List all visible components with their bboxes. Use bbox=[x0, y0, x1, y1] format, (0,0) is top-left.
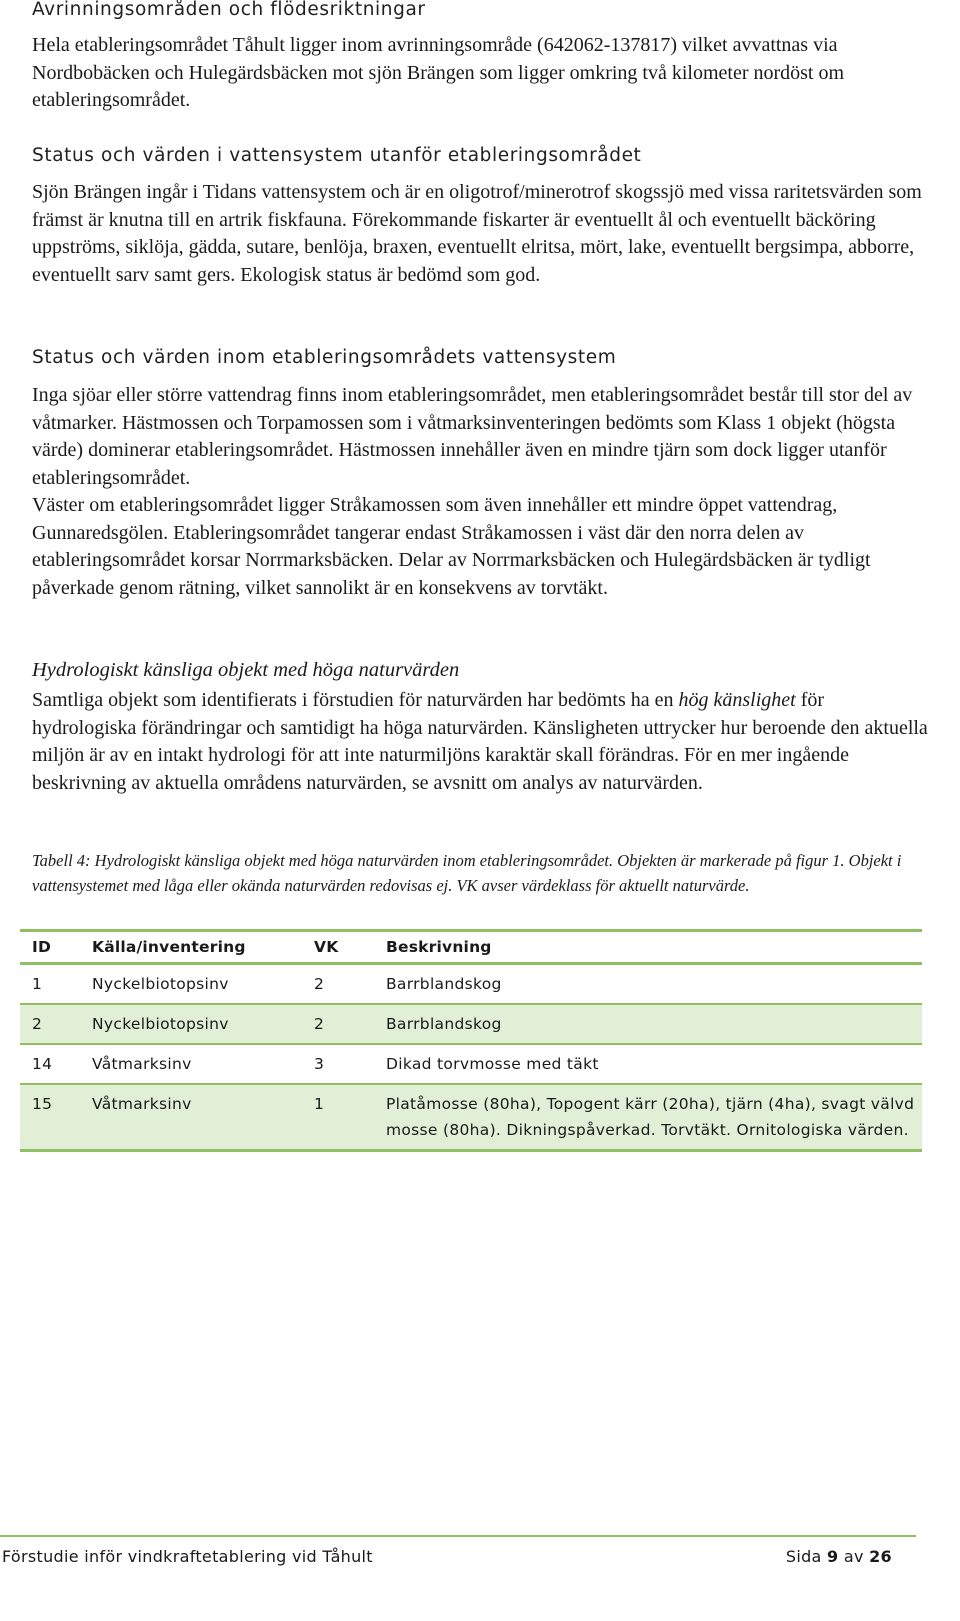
footer-divider bbox=[0, 1535, 916, 1537]
paragraph-utanfor: Sjön Brängen ingår i Tidans vattensystem och är en oligotrof/minerotrof skogssjö med vissa raritetsvärden som främst är knutna till en artrik fiskfauna. Förekommande fiskarter är eventuellt ål och eventuellt bäcköring uppströms, siklöja, gädda, sutare, benlöja, braxen, eventuellt elritsa, mört, lake, eventuellt bergsimpa, abborre, eventuellt sarv samt gers. Ekologisk status är bedömd som god. bbox=[32, 181, 922, 286]
cell-vk: 3 bbox=[302, 1044, 374, 1084]
cell-vk: 2 bbox=[302, 964, 374, 1005]
paragraph-hydro bbox=[32, 687, 932, 797]
column-header-source: Källa/inventering bbox=[80, 931, 302, 964]
cell-source: Nyckelbiotopsinv bbox=[80, 1004, 302, 1044]
table-row bbox=[20, 964, 922, 1005]
paragraph-inom-1: Inga sjöar eller större vattendrag finns inom etableringsområdet, men etableringsområdet består till stor del av våtmarker. Hästmossen och Torpamossen som i våtmarksinventeringen bedömts som Klass 1 objekt (högsta värde) dominerar etableringsområdet. Hästmossen innehåller även en mindre tjärn som dock ligger utanför etableringsområdet. bbox=[32, 384, 913, 489]
column-header-description: Beskrivning bbox=[374, 931, 922, 964]
cell-id: 14 bbox=[20, 1044, 80, 1084]
footer-page-label: Sida bbox=[785, 1547, 822, 1566]
paragraph-hydro-emphasis: hög känslighet bbox=[678, 689, 796, 711]
cell-id: 15 bbox=[20, 1084, 80, 1151]
section-heading-inom: Status och värden inom etableringsområdets vattensystem bbox=[32, 347, 617, 368]
paragraph-hydro-part-b: för hydrologiska förändringar och samtidigt ha höga naturvärden. Känsligheten uttrycker hur beroende den aktuella miljön är av en intakt hydrologi för att inte naturmiljöns karaktär skall förändras. För en mer ingående beskrivning av aktuella områdens naturvärden, se avsnitt om analys av naturvärden. bbox=[32, 689, 928, 794]
cell-description: Dikad torvmosse med täkt bbox=[374, 1044, 922, 1084]
cell-id: 1 bbox=[20, 964, 80, 1005]
cell-description: Barrblandskog bbox=[374, 1004, 922, 1044]
paragraph-inom-2: Väster om etableringsområdet ligger Stråkamossen som även innehåller ett mindre öppet vattendrag, Gunnaredsgölen. Etableringsområdet tangerar endast Stråkamossen i väst där den norra delen av etableringsområdet korsar Norrmarksbäcken. Delar av Norrmarksbäcken och Hulegärdsbäcken är tydligt påverkade genom rätning, vilket sannolikt är en konsekvens av torvtäkt. bbox=[32, 494, 871, 599]
objects-table bbox=[20, 929, 922, 1152]
paragraph-hydro-part-a: Samtliga objekt som identifierats i förstudien för naturvärden har bedömts ha en bbox=[32, 689, 679, 711]
cell-vk: 1 bbox=[302, 1084, 374, 1151]
cell-source: Våtmarksinv bbox=[80, 1044, 302, 1084]
section-heading-hydro: Hydrologiskt känsliga objekt med höga naturvärden bbox=[32, 659, 460, 681]
footer-page-number bbox=[786, 1547, 892, 1566]
footer-current-page: 9 bbox=[827, 1547, 839, 1566]
cell-source: Våtmarksinv bbox=[80, 1084, 302, 1151]
paragraph-avrinning: Hela etableringsområdet Tåhult ligger inom avrinningsområde (642062-137817) vilket avvattnas via Nordbobäcken och Hulegärdsbäcken mot sjön Brängen som ligger omkring två kilometer nordöst om etableringsområdet. bbox=[32, 34, 845, 111]
table-row bbox=[20, 1004, 922, 1044]
cell-description: Platåmosse (80ha), Topogent kärr (20ha), tjärn (4ha), svagt välvd mosse (80ha). Dikningspåverkad. Torvtäkt. Ornitologiska värden. bbox=[374, 1084, 922, 1151]
table-row bbox=[20, 1084, 922, 1151]
footer-document-title: Förstudie inför vindkraftetablering vid Tåhult bbox=[2, 1547, 373, 1566]
column-header-vk: VK bbox=[302, 931, 374, 964]
section-heading-utanfor: Status och värden i vattensystem utanför etableringsområdet bbox=[32, 145, 642, 166]
section-heading-avrinning: Avrinningsområden och flödesriktningar bbox=[32, 0, 426, 20]
table-caption: Tabell 4: Hydrologiskt känsliga objekt med höga naturvärden inom etableringsområdet. Objekten är markerade på figur 1. Objekt i vattensystemet med låga eller okända naturvärden redovisas ej. VK avser värdeklass för aktuellt naturvärde. bbox=[32, 851, 902, 895]
cell-id: 2 bbox=[20, 1004, 80, 1044]
cell-vk: 2 bbox=[302, 1004, 374, 1044]
cell-source: Nyckelbiotopsinv bbox=[80, 964, 302, 1005]
cell-description: Barrblandskog bbox=[374, 964, 922, 1005]
footer-of-label: av bbox=[843, 1547, 864, 1566]
table-header-row bbox=[20, 931, 922, 964]
table-row bbox=[20, 1044, 922, 1084]
footer-total-pages: 26 bbox=[869, 1547, 892, 1566]
column-header-id: ID bbox=[20, 931, 80, 964]
